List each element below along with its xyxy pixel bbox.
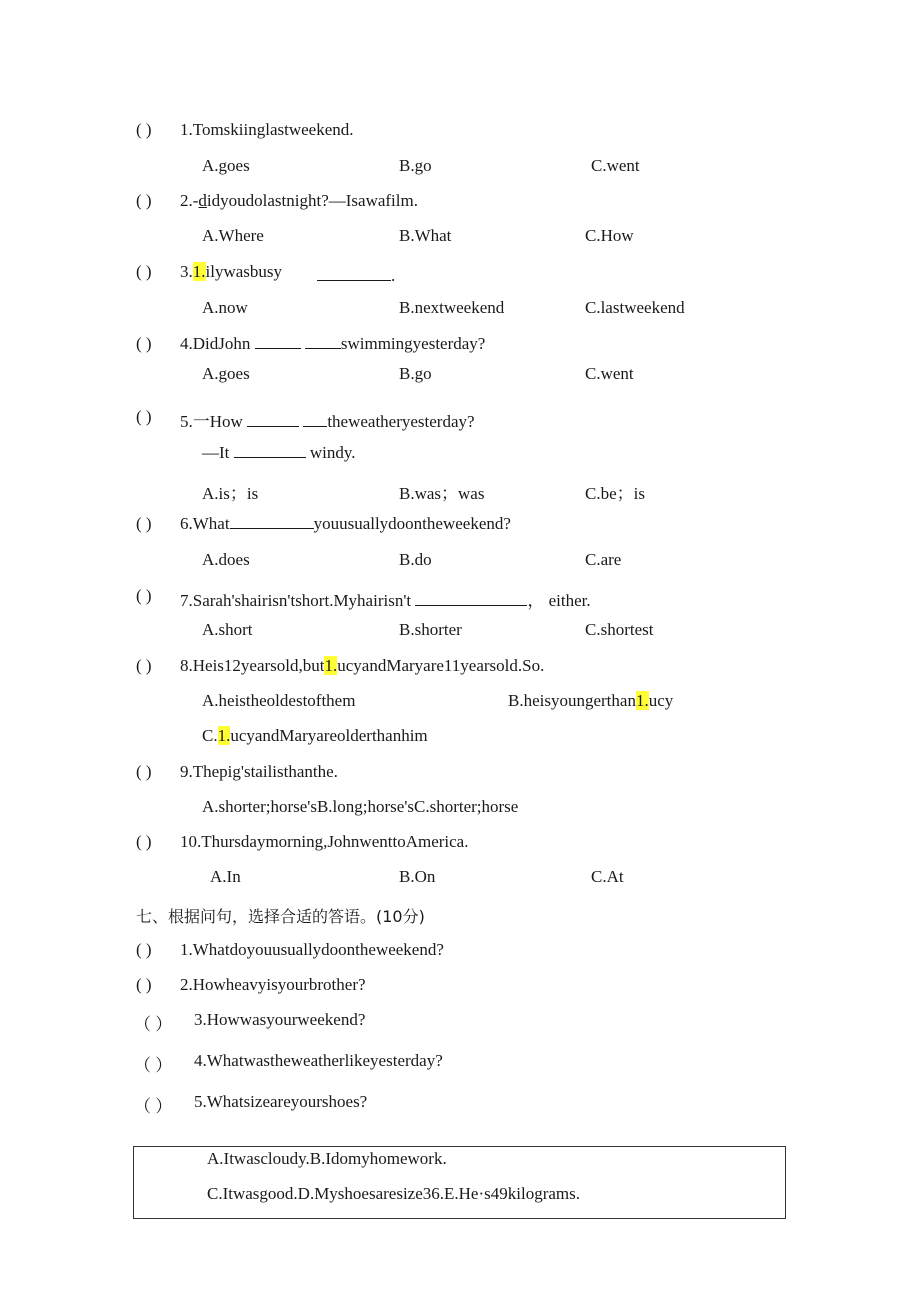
question-5-response [202,443,356,463]
answer-paren-2[interactable]: ( ) [136,191,152,210]
option-a: A.now [202,298,248,317]
answer-paren-1[interactable]: ( ) [136,120,152,139]
section-7-question-1: 1.Whatdoyouusuallydoontheweekend? [180,940,444,959]
question-3-blank [317,266,395,286]
answer-options-line-2: C.Itwasgood.D.Myshoesaresize36.E.He·s49kilograms. [207,1184,580,1203]
question-6 [180,514,511,534]
question-number: 3. [180,262,193,281]
question-text: Sarah'shairisn'tshort.Myhairisn't [192,591,412,610]
question-number: 9. [180,762,193,781]
blank-line [317,267,391,281]
blank-line [415,592,527,606]
option-b: B.go [399,364,432,383]
highlight-mark: 1. [635,691,649,710]
option-c: C.lastweekend [585,298,685,317]
question-number: 8. [180,656,193,675]
answer-paren-s7-5[interactable]: （ ） [134,1097,173,1116]
option-text: B.heisyoungerthan [508,691,636,710]
question-number: 5. [180,412,193,431]
option-c: C.are [585,550,622,569]
question-number: 1. [180,120,193,139]
answer-paren-s7-2[interactable]: ( ) [136,975,152,994]
question-text: theweatheryesterday? [327,412,475,431]
option-b: B.On [399,867,436,886]
option-b [508,691,673,711]
option-c: C.went [585,364,634,383]
question-text: Thepig'stailisthanthe. [192,762,338,781]
question-dash: - [192,191,199,210]
option-c [202,726,428,746]
question-3 [180,262,282,282]
option-c: C.shortest [585,620,654,639]
blank-line [303,413,327,427]
answer-paren-7[interactable]: ( ) [136,586,152,605]
option-b: B.shorter [399,620,462,639]
option-c: C.At [591,867,624,886]
highlight-mark: 1. [217,726,231,745]
option-a: A.does [202,550,250,569]
option-a: A.goes [202,364,250,383]
option-a: A.heistheoldestofthem [202,691,356,710]
option-a: A.short [202,620,253,639]
blank-line [247,413,299,427]
highlight-mark: 1. [192,262,206,281]
response-text: windy. [309,443,356,462]
question-text: ucyandMaryare11yearsold.So. [337,656,545,675]
question-8 [180,656,544,676]
option-b: B.nextweekend [399,298,505,317]
answer-paren-10[interactable]: ( ) [136,832,152,851]
blank-line [255,335,301,349]
question-text: Heis12yearsold,but [192,656,325,675]
question-number: 4. [180,334,193,353]
question-9 [180,762,338,782]
option-b: B.do [399,550,432,569]
answer-paren-s7-4[interactable]: （ ） [134,1056,173,1075]
question-text: swimmingyesterday? [340,334,486,353]
question-text: ， either. [527,591,591,610]
option-b: B.What [399,226,452,245]
question-initial: d [198,191,207,210]
question-end: . [391,266,396,285]
option-c: C.How [585,226,634,245]
question-2 [180,191,418,211]
option-b: B.go [399,156,432,175]
answer-paren-4[interactable]: ( ) [136,334,152,353]
option-a: A.goes [202,156,250,175]
section-7-question-3: 3.Howwasyourweekend? [194,1010,366,1029]
option-text: ucyandMaryareolderthanhim [230,726,428,745]
question-text: idyoudolastnight?—Isawafilm. [206,191,418,210]
blank-line [305,335,341,349]
question-10 [180,832,468,852]
section-7-question-2: 2.Howheavyisyourbrother? [180,975,366,994]
answer-options-line-1: A.Itwascloudy.B.Idomyhomework. [207,1149,447,1168]
option-b: B.was；was [399,484,485,503]
option-c: C.be；is [585,484,645,503]
answer-paren-6[interactable]: ( ) [136,514,152,533]
highlight-mark: 1. [324,656,338,675]
answer-paren-9[interactable]: ( ) [136,762,152,781]
answer-paren-8[interactable]: ( ) [136,656,152,675]
question-text: Tomskiinglastweekend. [192,120,354,139]
question-number: 10. [180,832,202,851]
section-7-question-5: 5.Whatsizeareyourshoes? [194,1092,368,1111]
option-c: C.went [591,156,640,175]
question-5 [180,407,475,432]
option-a: A.In [210,867,241,886]
question-number: 2. [180,191,193,210]
question-4 [180,334,485,354]
options-line: A.shorter;horse'sB.long;horse'sC.shorter;horse [202,797,519,816]
option-text: C. [202,726,218,745]
response-text: —It [202,443,230,462]
answer-paren-s7-3[interactable]: （ ） [134,1015,173,1034]
question-1 [180,120,354,140]
answer-paren-3[interactable]: ( ) [136,262,152,281]
question-7 [180,586,591,611]
blank-line [234,444,306,458]
answer-paren-s7-1[interactable]: ( ) [136,940,152,959]
blank-line [230,515,314,529]
option-text: ucy [648,691,674,710]
section-7-question-4: 4.Whatwastheweatherlikeyesterday? [194,1051,443,1070]
question-text: youusuallydoontheweekend? [313,514,511,533]
question-number: 6. [180,514,193,533]
section-7-title: 七、根据问句，选择合适的答语。(10分) [136,907,425,926]
question-text: 一How [192,412,243,431]
question-number: 7. [180,591,193,610]
option-a: A.is；is [202,484,259,503]
question-text: Thursdaymorning,JohnwenttoAmerica. [201,832,469,851]
question-text: ilywasbusy [205,262,282,281]
option-a: A.Where [202,226,264,245]
answer-paren-5[interactable]: ( ) [136,407,152,426]
question-text: What [192,514,230,533]
question-text: DidJohn [192,334,251,353]
